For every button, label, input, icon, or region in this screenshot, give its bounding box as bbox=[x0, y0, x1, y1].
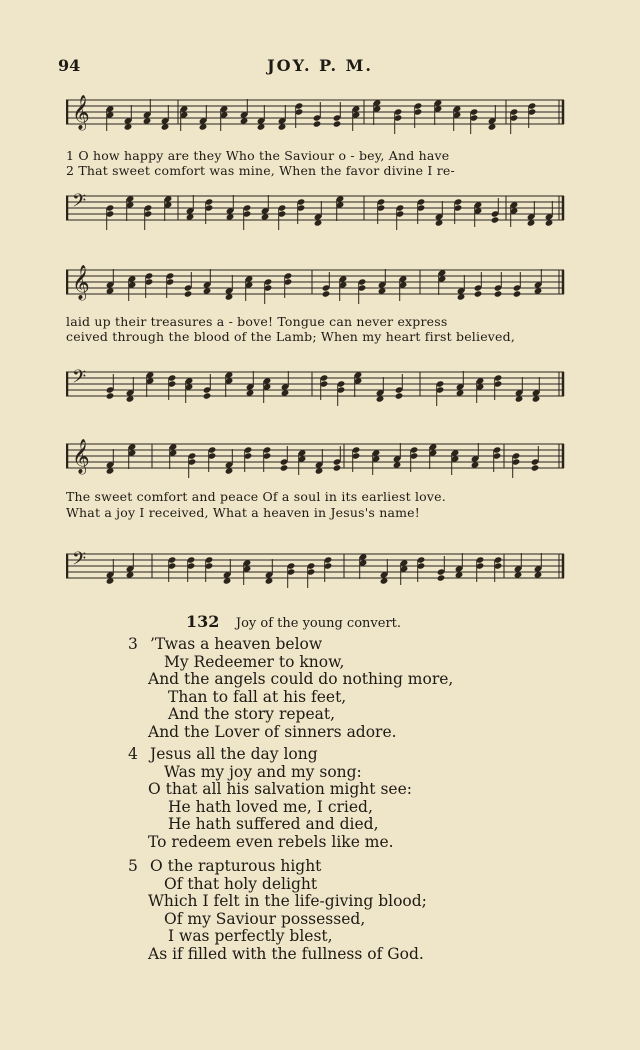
hymn-heading bbox=[186, 612, 401, 631]
note-head bbox=[437, 574, 446, 581]
staff-engraving bbox=[66, 92, 566, 134]
note-head bbox=[313, 120, 322, 127]
note-head bbox=[106, 392, 115, 399]
treble-clef-icon: 𝄞 bbox=[72, 95, 90, 130]
verse-4 bbox=[128, 745, 412, 852]
verse-line: To redeem even rebels like me. bbox=[148, 832, 394, 851]
bass-clef-icon: 𝄢 bbox=[72, 191, 87, 216]
lyric-line: laid up their treasures a - bove! Tongue can never express bbox=[66, 314, 448, 329]
note-head bbox=[474, 290, 483, 297]
note-head bbox=[280, 464, 289, 471]
note-head bbox=[491, 216, 500, 223]
verse-line: Jesus all the day long bbox=[150, 745, 318, 763]
verse-line: As if filled with the fullness of God. bbox=[148, 944, 424, 963]
verse-number: 4 bbox=[128, 745, 138, 763]
note-head bbox=[333, 120, 342, 127]
note-head bbox=[513, 290, 522, 297]
bass-clef-icon: 𝄢 bbox=[72, 549, 87, 574]
note-head bbox=[322, 290, 331, 297]
bass-staff-3 bbox=[66, 546, 566, 588]
treble-clef-icon: 𝄞 bbox=[72, 439, 90, 474]
verse-line: Of that holy delight bbox=[164, 874, 318, 893]
lyric-line: ceived through the blood of the Lamb; When my heart first believed, bbox=[66, 329, 516, 344]
treble-staff-1 bbox=[66, 92, 566, 134]
hymn-number: 132 bbox=[186, 612, 220, 631]
tune-title: JOY. P. M. bbox=[267, 56, 373, 75]
treble-staff-3 bbox=[66, 436, 566, 478]
staff-engraving bbox=[66, 546, 566, 588]
verse-line: And the story repeat, bbox=[168, 705, 336, 724]
bass-clef-icon: 𝄢 bbox=[72, 367, 87, 392]
verse-line: And the Lover of sinners adore. bbox=[148, 722, 397, 741]
lyric-line: 1 O how happy are they Who the Saviour o - bey, And have bbox=[66, 148, 450, 163]
verse-line: O the rapturous hight bbox=[150, 857, 322, 875]
note-head bbox=[203, 392, 212, 399]
verse-number: 3 bbox=[128, 635, 138, 653]
verse-5 bbox=[128, 857, 427, 964]
lyric-line: What a joy I received, What a heaven in Jesus's name! bbox=[66, 505, 420, 520]
treble-clef-icon: 𝄞 bbox=[72, 265, 90, 300]
hymn-subtitle: Joy of the young convert. bbox=[235, 616, 402, 631]
verse-number: 5 bbox=[128, 857, 138, 875]
verse-line: Was my joy and my song: bbox=[164, 762, 362, 781]
note-head bbox=[494, 290, 503, 297]
verse-line: I was perfectly blest, bbox=[168, 927, 333, 946]
bass-staff-1 bbox=[66, 188, 566, 230]
verse-line: Which I felt in the life-giving blood; bbox=[148, 892, 427, 911]
verse-3 bbox=[128, 635, 454, 742]
note-head bbox=[395, 392, 404, 399]
lyric-line: The sweet comfort and peace Of a soul in its earliest love. bbox=[66, 489, 446, 504]
page-number: 94 bbox=[58, 56, 81, 75]
note-head bbox=[333, 464, 342, 471]
bass-staff-2 bbox=[66, 364, 566, 406]
verse-line: ’Twas a heaven below bbox=[150, 635, 323, 653]
staff-engraving bbox=[66, 436, 566, 478]
treble-staff-2 bbox=[66, 262, 566, 304]
verse-line: And the angels could do nothing more, bbox=[148, 670, 454, 689]
note-head bbox=[184, 290, 193, 297]
staff-engraving bbox=[66, 262, 566, 304]
verse-line: My Redeemer to know, bbox=[164, 652, 345, 671]
note-head bbox=[531, 464, 540, 471]
verse-line: O that all his salvation might see: bbox=[148, 780, 412, 799]
lyric-line: 2 That sweet comfort was mine, When the favor divine I re- bbox=[66, 163, 455, 178]
staff-engraving bbox=[66, 188, 566, 230]
verse-line: He hath suffered and died, bbox=[168, 815, 379, 834]
verse-line: Than to fall at his feet, bbox=[168, 687, 347, 706]
verse-line: Of my Saviour possessed, bbox=[164, 909, 366, 928]
staff-engraving bbox=[66, 364, 566, 406]
verse-line: He hath loved me, I cried, bbox=[168, 797, 373, 816]
